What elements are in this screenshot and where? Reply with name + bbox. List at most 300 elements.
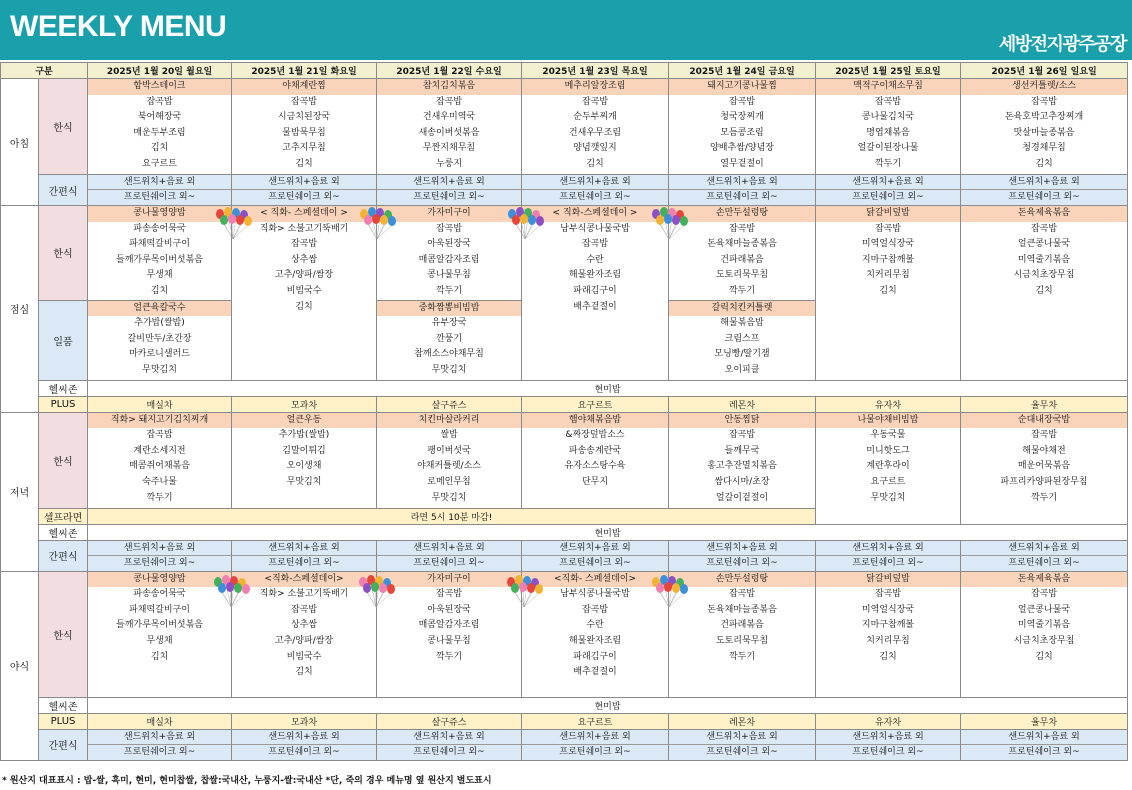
side-dish: 남부식콩나물국밥	[560, 589, 630, 600]
side-dish: 추가밥(쌀밥)	[278, 430, 330, 441]
side-dish: 잡곡밥	[728, 96, 756, 107]
side-dish: 숙주나물	[142, 476, 177, 487]
dinner-korean-cell	[377, 412, 522, 508]
snack-item: 프로틴쉐이크 외~	[123, 192, 196, 202]
snack-item: 프로틴쉐이크 외~	[413, 557, 485, 568]
lunch-daily-cell	[88, 300, 232, 380]
side-dish: 계란후라이	[866, 461, 910, 472]
page-header	[0, 0, 1132, 60]
side-dish: 크림스프	[724, 333, 760, 344]
page-title: WEEKLY MENU	[10, 10, 227, 43]
side-dish: 고추/양파/쌈장	[274, 270, 334, 281]
side-dish: 모닝빵/딸기잼	[714, 349, 770, 360]
meal-lunch: 점심	[1, 206, 39, 413]
plus-drink: 율무차	[961, 396, 1128, 412]
side-dish: 무생채	[146, 635, 173, 646]
night-single-row	[1, 697, 1128, 713]
side-dish: 잡곡밥	[728, 430, 756, 441]
side-dish: 파프리카양파된장무침	[1000, 476, 1088, 487]
main-dish: 콩나물영양밥	[88, 206, 231, 222]
main-dish: 얼큰육칼국수	[88, 301, 231, 317]
night-plus-row	[1, 713, 1128, 729]
lunch-plus-row	[1, 396, 1128, 412]
dinner-korean-cell	[669, 412, 816, 508]
main-dish: 가자미구이	[377, 206, 521, 222]
side-dish: 콩나물무침	[427, 270, 471, 281]
snack-item: 프로틴쉐이크 외~	[268, 192, 340, 202]
dinner-korean-cell	[816, 412, 961, 524]
balloons-icon	[504, 206, 546, 240]
span-cell: 현미밥	[88, 697, 1128, 713]
category-korean: 한식	[39, 412, 88, 508]
day-header-6: 2025년 1월 26일 일요일	[961, 63, 1128, 79]
lunch-korean-cell	[88, 206, 232, 301]
side-dish: 도토리묵무침	[715, 635, 769, 646]
side-dish: 쌈다시마/초장	[714, 476, 770, 487]
side-dish: 고추/양파/쌈장	[274, 635, 334, 646]
side-dish: 물밤묵무침	[282, 127, 326, 138]
main-dish: 안동찜닭	[669, 413, 815, 429]
side-dish: 잡곡밥	[1030, 589, 1058, 600]
plus-drink: 매실차	[88, 713, 232, 729]
side-dish: 깍두기	[728, 285, 756, 296]
snack-item: 프로틴쉐이크 외~	[706, 557, 778, 568]
lunch-korean-cell	[669, 206, 816, 301]
origin-footnote: * 원산지 대표표시 : 밥-쌀, 흑미, 현미, 현미찹쌀, 찹쌀:국내산, 누룽지-쌀:국내산 *단, 죽의 경우 메뉴명 옆 원산지 별도표시	[2, 776, 492, 786]
side-dish: 잡곡밥	[874, 223, 902, 234]
balloons-icon	[648, 574, 690, 608]
side-dish: 우동국물	[870, 430, 906, 441]
balloons-icon	[355, 574, 397, 608]
side-dish: 파송송어묵국	[133, 223, 186, 234]
span-cell: 현미밥	[88, 380, 1128, 396]
side-dish: 누룽지	[435, 158, 463, 169]
snack-item: 프로틴쉐이크 외~	[1008, 192, 1080, 202]
snack-item: 프로틴쉐이크 외~	[413, 192, 485, 202]
side-dish: 쌀밥	[440, 430, 458, 441]
breakfast-korean-cell	[961, 79, 1128, 175]
plus-drink: 살구쥬스	[377, 713, 522, 729]
side-dish: 잡곡밥	[728, 589, 756, 600]
snack-cell	[669, 729, 816, 760]
side-dish: 단무지	[581, 476, 609, 487]
side-dish: 얼큰콩나물국	[1017, 604, 1071, 615]
side-dish: 양념깻잎지	[573, 143, 617, 154]
dinner-korean-cell	[232, 412, 377, 508]
side-dish: 김치	[295, 667, 313, 678]
snack-item: 샌드위치+음료 외	[522, 175, 668, 190]
dinner-single-row	[1, 524, 1128, 540]
side-dish: 김치	[1035, 158, 1053, 169]
side-dish: 해물완자조림	[568, 635, 622, 646]
category-self-ramen: 셀프라면	[39, 508, 88, 524]
side-dish: 잡곡밥	[874, 96, 902, 107]
plus-drink: 유자차	[816, 396, 961, 412]
side-dish: 새송이버섯볶음	[418, 127, 480, 138]
plus-drink: 모과차	[232, 396, 377, 412]
category-korean: 한식	[39, 571, 88, 697]
side-dish: 무맛김치	[431, 492, 467, 503]
snack-item: 프로틴쉐이크 외~	[268, 746, 340, 757]
plus-drink: 매실차	[88, 396, 232, 412]
day-header-row	[1, 63, 1128, 79]
snack-item: 샌드위치+음료 외	[816, 730, 960, 745]
side-dish: 맛살마늘종볶음	[1013, 127, 1075, 138]
snack-cell	[522, 729, 669, 760]
main-dish: 중화짬뽕비빔밥	[377, 301, 521, 317]
main-dish: 나물야채비빔밥	[816, 413, 960, 429]
side-dish: 미니핫도그	[866, 445, 910, 456]
dinner-snack-row	[1, 540, 1128, 571]
side-dish: 해물야채전	[1022, 445, 1066, 456]
snack-item: 샌드위치+음료 외	[961, 730, 1127, 745]
side-dish: 깍두기	[728, 651, 756, 662]
side-dish: 무생채	[146, 270, 173, 281]
snack-item: 샌드위치+음료 외	[377, 730, 521, 745]
side-dish: 잡곡밥	[728, 223, 756, 234]
side-dish: 잡곡밥	[581, 96, 609, 107]
snack-item: 샌드위치+음료 외	[669, 175, 815, 190]
category-plus: PLUS	[39, 396, 88, 412]
main-dish: 손만두설렁탕	[669, 206, 815, 222]
snack-item: 프로틴쉐이크 외~	[1008, 746, 1080, 757]
side-dish: 상추쌈	[290, 620, 318, 631]
side-dish: 팽이버섯국	[427, 445, 471, 456]
breakfast-korean-cell	[88, 79, 232, 175]
side-dish: 잡곡밥	[581, 239, 609, 250]
side-dish: 미역줄기볶음	[1017, 620, 1071, 631]
snack-cell	[232, 540, 377, 571]
plus-drink: 레몬차	[669, 396, 816, 412]
snack-cell	[816, 175, 961, 206]
main-dish: 얼큰우동	[232, 413, 376, 429]
side-dish: 매운두부조림	[133, 127, 186, 138]
side-dish: 잡곡밥	[435, 589, 463, 600]
night-korean-cell	[961, 571, 1128, 697]
side-dish: 얼갈이겉절이	[715, 492, 769, 503]
side-dish: 무맛김치	[142, 364, 177, 375]
snack-item: 샌드위치+음료 외	[816, 175, 960, 190]
snack-item: 프로틴쉐이크 외~	[559, 746, 631, 757]
snack-item: 프로틴쉐이크 외~	[706, 192, 778, 202]
side-dish: 얼갈이된장나물	[857, 143, 919, 154]
side-dish: 잡곡밥	[435, 223, 463, 234]
snack-item: 샌드위치+음료 외	[377, 175, 521, 190]
side-dish: 김치	[879, 285, 897, 296]
side-dish: 갈비만두/초간장	[127, 333, 192, 344]
side-dish: 건파래볶음	[720, 254, 764, 265]
main-dish: 직화> 돼지고기김치찌개	[88, 413, 231, 429]
category-label: 헬씨존	[39, 697, 88, 713]
side-dish: 요구르트	[870, 476, 906, 487]
snack-item: 프로틴쉐이크 외~	[268, 557, 340, 568]
side-dish: 아욱된장국	[427, 604, 471, 615]
night-korean-cell	[377, 571, 522, 697]
snack-cell	[669, 175, 816, 206]
side-dish: 잡곡밥	[1030, 96, 1058, 107]
side-dish: 고추지무침	[282, 143, 326, 154]
main-dish: 닭갈비덮밥	[816, 572, 960, 588]
side-dish: 매콤알감자조림	[418, 254, 480, 265]
ramen-deadline: 라면 5시 10분 마감!	[88, 508, 816, 524]
snack-cell	[88, 729, 232, 760]
side-dish: 참깨소스야채무침	[414, 349, 484, 360]
main-dish: 닭갈비덮밥	[816, 206, 960, 222]
snack-item: 샌드위치+음료 외	[232, 730, 376, 745]
plus-drink: 레몬차	[669, 713, 816, 729]
main-dish: < 직화- 스페셜데이 >	[232, 206, 376, 222]
snack-item: 프로틴쉐이크 외~	[123, 746, 196, 757]
snack-cell	[377, 175, 522, 206]
side-dish: 무맛김치	[870, 492, 906, 503]
night-korean-cell	[816, 571, 961, 697]
side-dish: 시금치초장무침	[1013, 635, 1075, 646]
breakfast-korean-cell	[377, 79, 522, 175]
side-dish: 잡곡밥	[290, 604, 318, 615]
side-dish: 미역얼식장국	[861, 239, 915, 250]
side-dish: 들깨가루목이버섯볶음	[116, 254, 203, 265]
breakfast-korean-cell	[232, 79, 377, 175]
side-dish: 김치	[879, 651, 897, 662]
side-dish: 열무겉절이	[720, 158, 764, 169]
side-dish: 도토리묵무침	[715, 270, 769, 281]
lunch-daily-cell	[377, 300, 522, 380]
side-dish: 건새우무조림	[568, 127, 622, 138]
main-dish: 치킨마살라커리	[377, 413, 521, 429]
category-daily: 일품	[39, 300, 88, 380]
side-dish: 치커리무침	[866, 270, 910, 281]
snack-cell	[961, 540, 1128, 571]
side-dish: 마카로니샐러드	[129, 349, 190, 360]
side-dish: 잡곡밥	[146, 430, 173, 441]
main-dish: 참치김치볶음	[377, 79, 521, 95]
side-dish: 직화> 소불고기뚝배기	[259, 223, 349, 234]
main-dish: 손만두설렁탕	[669, 572, 815, 588]
side-dish: 김말이튀김	[282, 445, 326, 456]
side-dish: 파래김구이	[573, 285, 617, 296]
side-dish: 배추겉절이	[573, 301, 617, 312]
dinner-korean-row	[1, 412, 1128, 508]
side-dish: 비빔국수	[286, 651, 322, 662]
snack-item: 프로틴쉐이크 외~	[559, 557, 631, 568]
category-header: 구분	[1, 63, 88, 79]
snack-item: 샌드위치+음료 외	[961, 541, 1127, 556]
snack-cell	[232, 729, 377, 760]
side-dish: 치커리무침	[866, 635, 910, 646]
side-dish: 로메인무침	[427, 476, 471, 487]
side-dish: 파채떡갈비구이	[129, 239, 190, 250]
side-dish: 김치	[1035, 285, 1053, 296]
side-dish: 지마구참깨볼	[861, 254, 915, 265]
main-dish: 갈릭치킨커틀렛	[669, 301, 815, 317]
main-dish: 순대내장국밥	[961, 413, 1127, 429]
snack-item: 샌드위치+음료 외	[377, 541, 521, 556]
balloons-icon	[648, 206, 690, 240]
side-dish: 콩나물무침	[427, 635, 471, 646]
side-dish: 비빔국수	[286, 285, 322, 296]
side-dish: 수란	[586, 620, 604, 631]
main-dish: <직화-스페셜데이>	[232, 572, 376, 588]
snack-cell	[377, 729, 522, 760]
breakfast-snack-row	[1, 175, 1128, 206]
snack-item: 샌드위치+음료 외	[88, 541, 231, 556]
snack-item: 샌드위치+음료 외	[669, 541, 815, 556]
main-dish: 생선커틀렛/소스	[961, 79, 1127, 95]
side-dish: 잡곡밥	[435, 96, 463, 107]
plus-drink: 모과차	[232, 713, 377, 729]
side-dish: 잡곡밥	[581, 604, 609, 615]
main-dish: 가자미구이	[377, 572, 521, 588]
balloons-icon	[503, 574, 545, 608]
side-dish: 김치	[1035, 651, 1053, 662]
side-dish: 깍두기	[435, 651, 463, 662]
side-dish: 북어해장국	[137, 112, 182, 123]
side-dish: 깍두기	[435, 285, 463, 296]
main-dish: 돈육제육볶음	[961, 572, 1127, 588]
side-dish: 남부식콩나물국밥	[560, 223, 630, 234]
snack-item: 샌드위치+음료 외	[88, 730, 231, 745]
side-dish: &짜장덮밥소스	[565, 430, 625, 441]
snack-item: 샌드위치+음료 외	[669, 730, 815, 745]
snack-item: 샌드위치+음료 외	[522, 541, 668, 556]
category-snack: 간편식	[39, 175, 88, 206]
night-korean-cell	[669, 571, 816, 697]
dinner-korean-cell	[961, 412, 1128, 524]
category-snack: 간편식	[39, 540, 88, 571]
day-header-2: 2025년 1월 22일 수요일	[377, 63, 522, 79]
night-snack-row	[1, 729, 1128, 760]
snack-cell	[522, 175, 669, 206]
lunch-korean-cell	[377, 206, 522, 301]
side-dish: 요구르트	[142, 158, 177, 169]
side-dish: 들깨무국	[724, 445, 760, 456]
side-dish: 무짠지채무침	[422, 143, 476, 154]
side-dish: 잡곡밥	[146, 96, 173, 107]
side-dish: 잡곡밥	[1030, 223, 1058, 234]
side-dish: 지마구참깨볼	[861, 620, 915, 631]
side-dish: 김치	[295, 301, 313, 312]
category-korean: 한식	[39, 206, 88, 301]
lunch-single-row	[1, 380, 1128, 396]
side-dish: 파송송어묵국	[133, 589, 186, 600]
main-dish: 돼지고기콩나물찜	[669, 79, 815, 95]
dinner-korean-cell	[522, 412, 669, 508]
category-label: 헬씨존	[39, 380, 88, 396]
day-header-4: 2025년 1월 24일 금요일	[669, 63, 816, 79]
lunch-korean-cell	[816, 206, 961, 381]
side-dish: 홍고추잔멸치볶음	[707, 461, 777, 472]
snack-item: 프로틴쉐이크 외~	[1008, 557, 1080, 568]
category-snack: 간편식	[39, 729, 88, 760]
main-dish: 함박스테이크	[88, 79, 231, 95]
side-dish: 김치	[150, 285, 169, 296]
plus-drink: 요구르트	[522, 713, 669, 729]
side-dish: 콩나물김치국	[861, 112, 915, 123]
breakfast-korean-cell	[522, 79, 669, 175]
side-dish: 파채떡갈비구이	[129, 604, 190, 615]
meal-breakfast: 아침	[1, 79, 39, 206]
side-dish: 잡곡밥	[290, 239, 318, 250]
main-dish: < 직화-스페셜데이 >	[522, 206, 668, 222]
meal-dinner: 저녁	[1, 412, 39, 571]
breakfast-korean-row	[1, 79, 1128, 175]
side-dish: 파래김구이	[573, 651, 617, 662]
night-korean-row	[1, 571, 1128, 697]
side-dish: 깍두기	[1030, 492, 1058, 503]
side-dish: 잡곡밥	[1030, 430, 1058, 441]
side-dish: 돈육채마늘종볶음	[707, 239, 777, 250]
meal-night: 야식	[1, 571, 39, 760]
snack-item: 샌드위치+음료 외	[816, 541, 960, 556]
snack-cell	[961, 175, 1128, 206]
snack-item: 프로틴쉐이크 외~	[413, 746, 485, 757]
snack-item: 샌드위치+음료 외	[88, 175, 231, 190]
plus-drink: 율무차	[961, 713, 1128, 729]
category-korean: 한식	[39, 79, 88, 175]
snack-item: 프로틴쉐이크 외~	[852, 192, 924, 202]
side-dish: 모듬콩조림	[720, 127, 764, 138]
side-dish: 명엽채볶음	[866, 127, 910, 138]
side-dish: 김치	[150, 143, 169, 154]
snack-cell	[88, 540, 232, 571]
snack-item: 프로틴쉐이크 외~	[706, 746, 778, 757]
side-dish: 배추겉절이	[573, 667, 617, 678]
snack-item: 샌드위치+음료 외	[522, 730, 668, 745]
main-dish: 야채계란찜	[232, 79, 376, 95]
side-dish: 들깨가루목이버섯볶음	[116, 620, 203, 631]
plus-drink: 유자차	[816, 713, 961, 729]
snack-item: 샌드위치+음료 외	[961, 175, 1127, 190]
side-dish: 해물완자조림	[568, 270, 622, 281]
side-dish: 청경채무침	[1022, 143, 1066, 154]
side-dish: 상추쌈	[290, 254, 318, 265]
snack-cell	[232, 175, 377, 206]
side-dish: 매콤알감자조림	[418, 620, 480, 631]
side-dish: 직화> 소불고기뚝배기	[259, 589, 349, 600]
side-dish: 미역얼식장국	[861, 604, 915, 615]
side-dish: 김치	[586, 158, 604, 169]
side-dish: 유부장국	[431, 318, 467, 329]
side-dish: 매운어묵볶음	[1017, 461, 1071, 472]
side-dish: 건파래볶음	[720, 620, 764, 631]
snack-item: 샌드위치+음료 외	[232, 175, 376, 190]
snack-cell	[88, 175, 232, 206]
side-dish: 매콤쥐어채볶음	[129, 461, 190, 472]
main-dish: 돈육제육볶음	[961, 206, 1127, 222]
side-dish: 아욱된장국	[427, 239, 471, 250]
main-dish: 맥적구이채소무침	[816, 79, 960, 95]
side-dish: 해물볶음밥	[720, 318, 764, 329]
snack-item: 샌드위치+음료 외	[232, 541, 376, 556]
balloons-icon	[356, 206, 398, 240]
category-plus: PLUS	[39, 713, 88, 729]
day-header-0: 2025년 1월 20일 월요일	[88, 63, 232, 79]
side-dish: 건새우미역국	[422, 112, 476, 123]
side-dish: 돈육호박고추장찌개	[1004, 112, 1084, 123]
side-dish: 양배추쌈/양념장	[710, 143, 774, 154]
side-dish: 시금치초장무침	[1013, 270, 1075, 281]
side-dish: 무맛김치	[431, 364, 467, 375]
main-dish: 콩나물영양밥	[88, 572, 231, 588]
side-dish: 잡곡밥	[874, 589, 902, 600]
day-header-3: 2025년 1월 23일 목요일	[522, 63, 669, 79]
breakfast-korean-cell	[669, 79, 816, 175]
weekly-menu-table	[0, 62, 1128, 761]
snack-cell	[669, 540, 816, 571]
main-dish: <직화- 스페셜데이>	[522, 572, 668, 588]
lunch-korean-row	[1, 206, 1128, 301]
side-dish: 무맛김치	[286, 476, 322, 487]
